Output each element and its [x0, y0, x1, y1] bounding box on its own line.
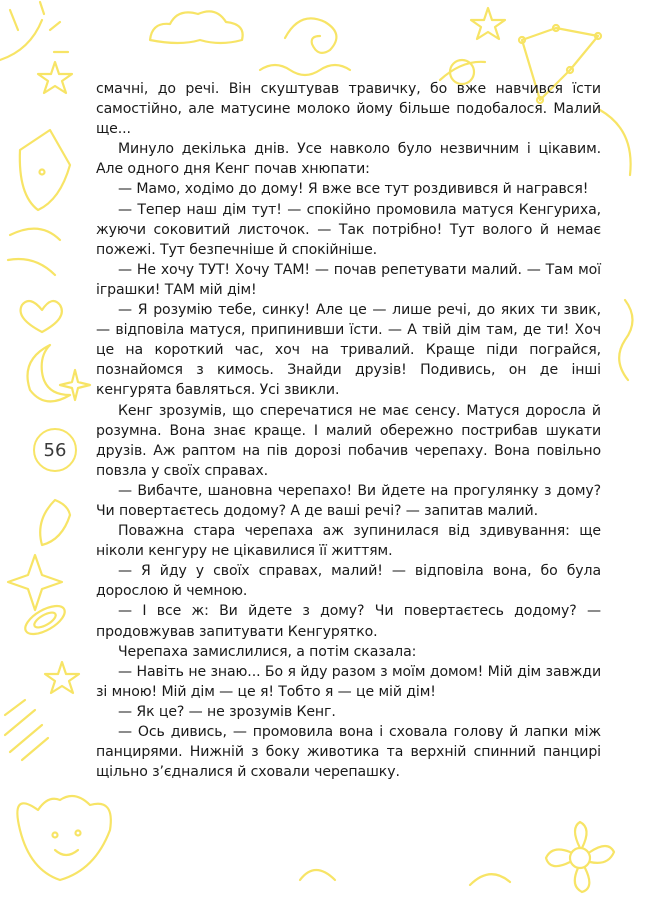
squiggle-icon	[8, 259, 55, 275]
paragraph: — Ось дивись, — промовила вона і сховала голову й лапки між панцирями. Нижній з боку животика та верхній спинний панцирі щільно з’єдналися й сховали черепашку.	[96, 724, 601, 781]
stripes-icon	[5, 700, 48, 760]
paragraph: Кенг зрозумів, що сперечатися не має сенсу. Матуся доросла й розумна. Вона знає краще. І малий обережно пострибав шукати друзів. Аж раптом на пів дорозі побачив черепаху. Вона повільно повзла у своїх справах.	[96, 402, 601, 479]
leaf-icon	[40, 500, 70, 545]
flower-icon	[546, 822, 614, 892]
fox-icon	[20, 130, 70, 210]
spiral-icon	[21, 600, 69, 639]
paragraph: — Тепер наш дім тут! — спокійно промовила матуся Кенгуриха, жуючи соковитий листочок. — Так потрібно! Тут волого й немає пожежі. Тут безпечніше й спокійніше.	[96, 201, 601, 258]
arc-icon	[600, 110, 631, 175]
paragraph: Черепаха замислилися, а потім сказала:	[118, 643, 417, 660]
wave-icon	[619, 300, 632, 380]
page-number: 56	[33, 428, 77, 472]
star-icon	[471, 8, 505, 39]
smiley-icon	[17, 796, 110, 880]
sun-icon	[0, 2, 68, 60]
paragraph: — Я йду у своїх справах, малий! — відповіла вона, бо була дорослою й чемною.	[96, 563, 601, 600]
sparkle-icon	[8, 555, 62, 610]
paragraph: — Я розумію тебе, синку! Але це — лише речі, до яких ти звик, — відповіла матуся, припинивши їсти. — А твій дім там, де ти! Хоч це на короткий час, хоч на тривалий. Краще піди пограйся, познайомся з кимось. Знайди друзів! Подивись, он де інші кенгурята бавляться. Усі звикли.	[96, 302, 601, 399]
squiggle-icon	[10, 229, 60, 240]
wave-icon	[260, 65, 350, 75]
paragraph: Минуло декілька днів. Усе навколо було незвичним і цікавим. Але одного дня Кенг почав хнюпати:	[96, 141, 601, 178]
star-icon	[38, 62, 72, 93]
story-text	[96, 79, 601, 782]
squiggle-icon	[300, 870, 335, 880]
moon-icon	[28, 345, 71, 401]
spiral-icon	[285, 18, 336, 53]
paragraph: — Навіть не знаю... Бо я йду разом з моїм домом! Мій дім завжди зі мною! Мій дім — це я! Тобто я — це мій дім!	[96, 663, 601, 700]
heart-icon	[21, 301, 62, 332]
paragraph: смачні, до речі. Він скуштував травичку, бо вже навчився їсти самостійно, але матусине молоко йому більше подобалося. Малий ще...	[96, 81, 601, 138]
paragraph: — І все ж: Ви йдете з дому? Чи повертаєтесь додому? — продовжував запитувати Кенгурятко.	[96, 603, 601, 640]
squiggle-icon	[470, 874, 510, 885]
cloud-icon	[150, 11, 243, 43]
paragraph: — Мамо, ходімо до дому! Я вже все тут роздивився й награвся!	[118, 181, 589, 198]
paragraph: — Як це? — не зрозумів Кенг.	[118, 703, 336, 720]
paragraph: — Вибачте, шановна черепахо! Ви йдете на прогулянку з дому? Чи повертаєтесь додому? А де ваші речі? — запитав малий.	[96, 482, 601, 519]
paragraph: Поважна стара черепаха аж зупинилася від здивування: ще ніколи кенгуру не цікавилися її життям.	[96, 523, 601, 560]
paragraph: — Не хочу ТУТ! Хочу ТАМ! — почав репетувати малий. — Там мої іграшки! ТАМ мій дім!	[96, 261, 601, 298]
star-icon	[45, 662, 79, 693]
